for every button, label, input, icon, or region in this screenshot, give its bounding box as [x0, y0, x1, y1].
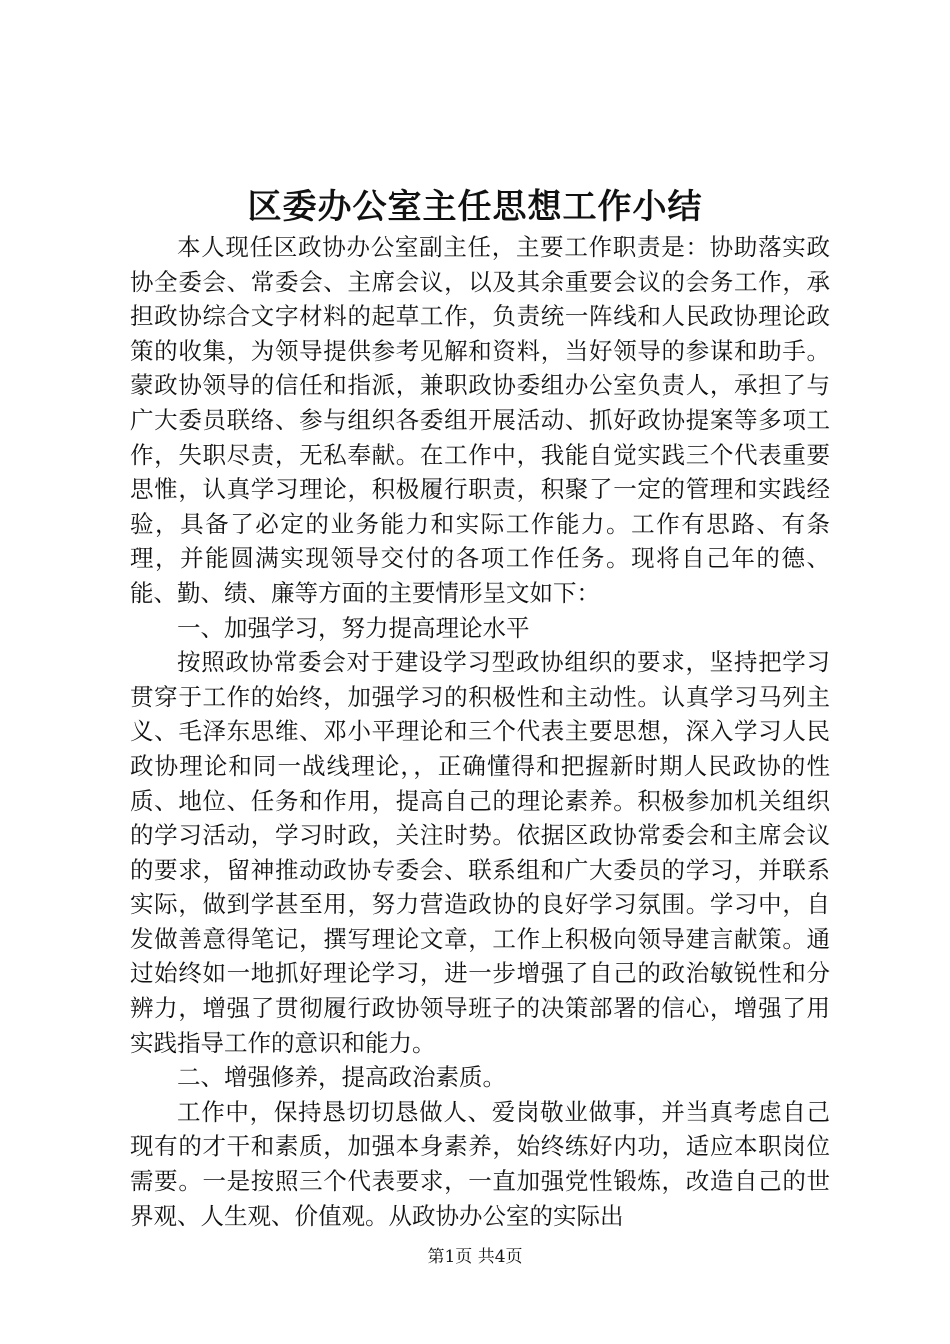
paragraph-cultivation: 工作中，保持恳切切恳做人、爱岗敬业做事，并当真考虑自己现有的才干和素质，加强本身素养，始终练好内功，适应本职岗位需要。一是按照三个代表要求，一直加强党性锻炼，改造自己的世界观、人生观、价值观。从政协办公室的实际出 — [130, 1097, 830, 1230]
document-title: 区委办公室主任思想工作小结 — [247, 187, 703, 227]
page-footer: 第1页 共4页 — [427, 1247, 523, 1267]
paragraph-intro: 本人现任区政协办公室副主任，主要工作职责是：协助落实政协全委会、常委会、主席会议，以及其余重要会议的会务工作，承担政协综合文字材料的起草工作，负责统一阵线和人民政协理论政策的收集，为领导提供参考见解和资料，当好领导的参谋和助手。蒙政协领导的信任和指派，兼职政协委组办公室负责人，承担了与广大委员联络、参与组织各委组开展活动、抓好政协提案等多项工作，失职尽责，无私奉献。在工作中，我能自觉实践三个代表重要思惟，认真学习理论，积极履行职责，积聚了一定的管理和实践经验，具备了必定的业务能力和实际工作能力。工作有思路、有条理，并能圆满实现领导交付的各项工作任务。现将自己年的德、能、勤、绩、廉等方面的主要情形呈文如下： — [130, 233, 830, 607]
section-heading-2: 二、增强修养，提高政治素质。 — [177, 1063, 506, 1092]
paragraph-study: 按照政协常委会对于建设学习型政协组织的要求，坚持把学习贯穿于工作的始终，加强学习的积极性和主动性。认真学习马列主义、毛泽东思维、邓小平理论和三个代表主要思想，深入学习人民政协理论和同一战线理论，，正确懂得和把握新时期人民政协的性质、地位、任务和作用，提高自己的理论素养。积极参加机关组织的学习活动，学习时政，关注时势。依据区政协常委会和主席会议的要求，留神推动政协专委会、联系组和广大委员的学习，并联系实际，做到学甚至用，努力营造政协的良好学习氛围。学习中，自发做善意得笔记，撰写理论文章，工作上积极向领导建言献策。通过始终如一地抓好理论学习，进一步增强了自己的政治敏锐性和分辨力，增强了贯彻履行政协领导班子的决策部署的信心，增强了用实践指导工作的意识和能力。 — [130, 648, 830, 1057]
document-body — [130, 230, 830, 1233]
section-heading-1: 一、加强学习，努力提高理论水平 — [177, 613, 530, 642]
